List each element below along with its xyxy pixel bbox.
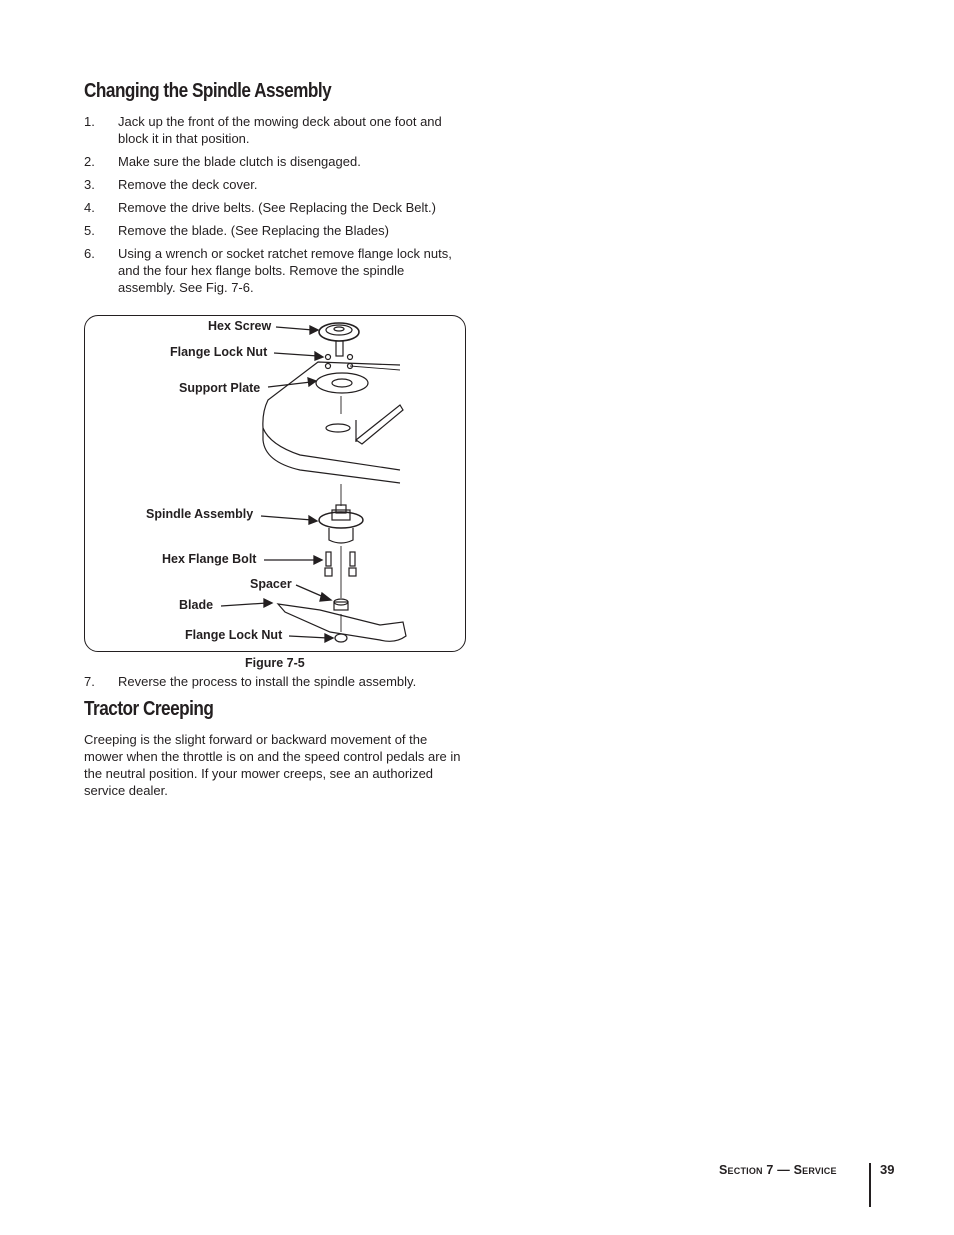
label-flange-lock-nut-bottom: Flange Lock Nut (185, 628, 283, 642)
label-flange-lock-nut-top: Flange Lock Nut (170, 345, 268, 359)
label-blade: Blade (179, 598, 214, 612)
label-hex-flange-bolt: Hex Flange Bolt (162, 552, 257, 566)
footer-section-label: Section 7 — Service (719, 1163, 837, 1177)
section-heading-creeping: Tractor Creeping (84, 698, 214, 720)
figure-caption: Figure 7-5 (245, 656, 305, 670)
step-number: 6. (84, 246, 95, 261)
footer-divider (869, 1163, 871, 1207)
step-text: Remove the deck cover. (118, 177, 258, 192)
step-text: Make sure the blade clutch is disengaged. (118, 154, 361, 169)
list-item (84, 673, 498, 690)
step-number: 5. (84, 223, 95, 238)
step-number: 4. (84, 200, 95, 215)
label-hex-screw: Hex Screw (208, 319, 272, 333)
label-spacer: Spacer (250, 577, 292, 591)
step-number: 3. (84, 177, 95, 192)
section-heading-spindle: Changing the Spindle Assembly (84, 80, 332, 102)
step-number: 2. (84, 154, 95, 169)
step-text: Reverse the process to install the spindle assembly. (118, 674, 417, 689)
step-text: Jack up the front of the mowing deck about one foot and block it in that position. (118, 114, 442, 146)
step-number: 7. (84, 674, 95, 689)
step-text: Using a wrench or socket ratchet remove flange lock nuts, and the four hex flange bolts. Remove the spindle assembly. See Fig. 7-6. (118, 246, 452, 295)
page-number: 39 (880, 1162, 895, 1177)
step-number: 1. (84, 114, 95, 129)
label-support-plate: Support Plate (179, 381, 261, 395)
step-text: Remove the drive belts. (See Replacing the Deck Belt.) (118, 200, 436, 215)
label-spindle-assembly: Spindle Assembly (146, 507, 254, 521)
creeping-paragraph: Creeping is the slight forward or backward movement of the mower when the throttle is on and the speed control pedals are in the neutral position. If your mower creeps, see an authorized service dealer. (84, 732, 461, 798)
step-text: Remove the blade. (See Replacing the Blades) (118, 223, 389, 238)
